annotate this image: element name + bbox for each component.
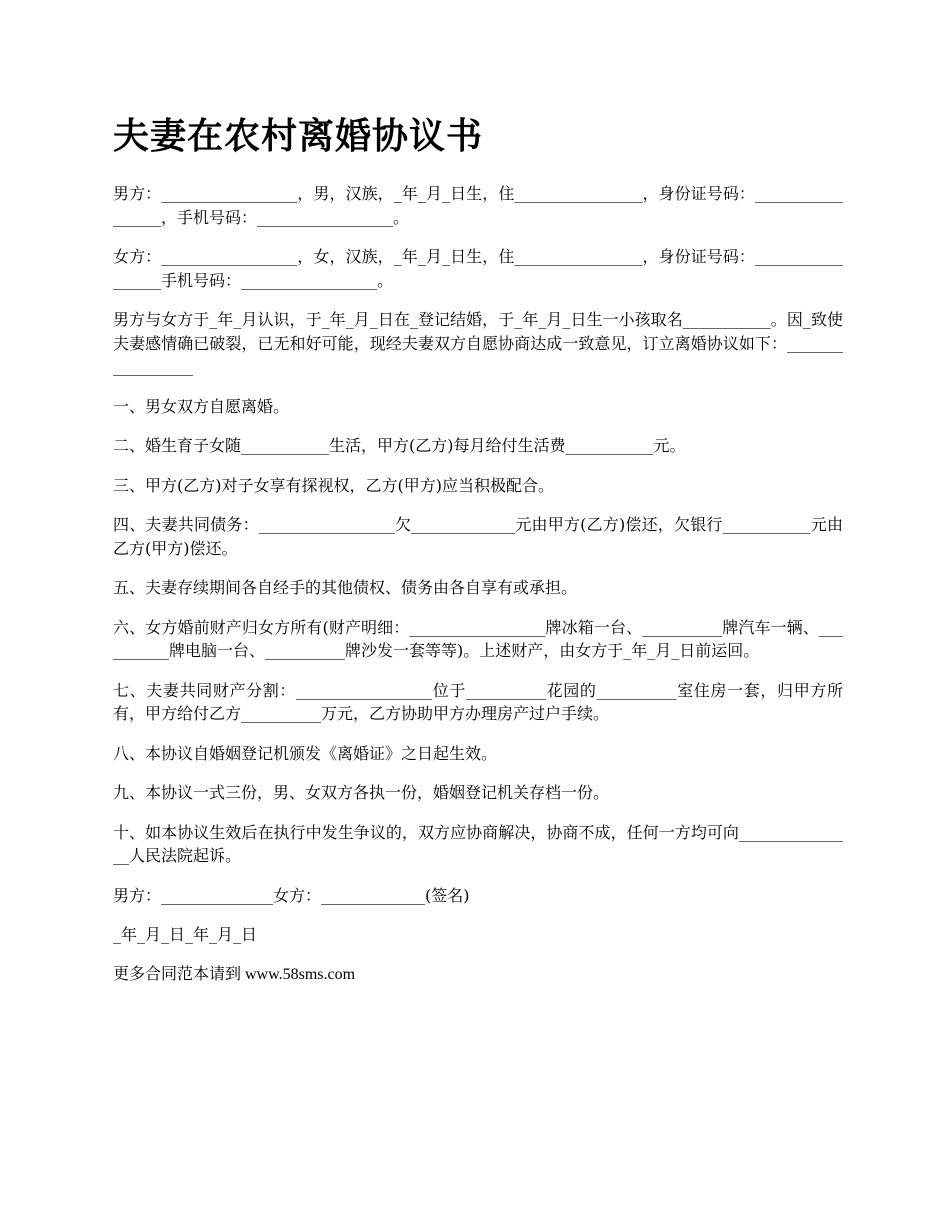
clause-7: 七、夫妻共同财产分割：_________________位于__________花园的__________室住房一套，归甲方所有，甲方给付乙方__________万元，乙方协助甲方办理房产过户手续。: [113, 680, 843, 723]
clause-2: 二、婚生育子女随___________生活，甲方(乙方)每月给付生活费___________元。: [113, 436, 686, 455]
clause-9: 九、本协议一式三份，男、女双方各执一份，婚姻登记机关存档一份。: [113, 783, 610, 802]
clause-10: 十、如本协议生效后在执行中发生争议的，双方应协商解决，协商不成，任何一方均可向_______________人民法院起诉。: [113, 822, 843, 865]
clause-8: 八、本协议自婚姻登记机颁发《离婚证》之日起生效。: [113, 743, 498, 763]
clause-6: 六、女方婚前财产归女方所有(财产明细：_________________牌冰箱一台、__________牌汽车一辆、__________牌电脑一台、__________牌沙发一套等等)。上述财产，由女方于_年_月_日前运回。: [113, 617, 843, 660]
date-line: _年_月_日_年_月_日: [113, 925, 258, 944]
clause-3: 三、甲方(乙方)对子女享有探视权，乙方(甲方)应当积极配合。: [113, 475, 554, 495]
marriage-background: 男方与女方于_年_月认识，于_年_月_日在_登记结婚，于_年_月_日生一小孩取名___________。因_致使夫妻感情确已破裂，已无和好可能，现经夫妻双方自愿协商达成一致意见，订立离婚协议如下：_________________: [113, 310, 843, 376]
party-wife-info: 女方：_________________，女，汉族，_年_月_日生，住________________，身份证号码：_________________手机号码：_________________。: [113, 247, 843, 290]
party-husband-info: 男方：_________________，男，汉族，_年_月_日生，住________________，身份证号码：_________________，手机号码：_________________。: [113, 184, 843, 227]
document-page: [113, 108, 843, 1002]
signature-line: 男方：______________女方：_____________(签名): [113, 885, 470, 905]
more-templates-link: 更多合同范本请到 www.58sms.com: [113, 965, 356, 983]
clause-4: 四、夫妻共同债务：_________________欠_____________元由甲方(乙方)偿还，欠银行___________元由乙方(甲方)偿还。: [113, 515, 843, 558]
clause-5: 五、夫妻存续期间各自经手的其他债权、债务由各自享有或承担。: [113, 578, 578, 597]
clause-1: 一、男女双方自愿离婚。: [113, 396, 290, 416]
document-title: 夫妻在农村离婚协议书: [113, 115, 484, 157]
